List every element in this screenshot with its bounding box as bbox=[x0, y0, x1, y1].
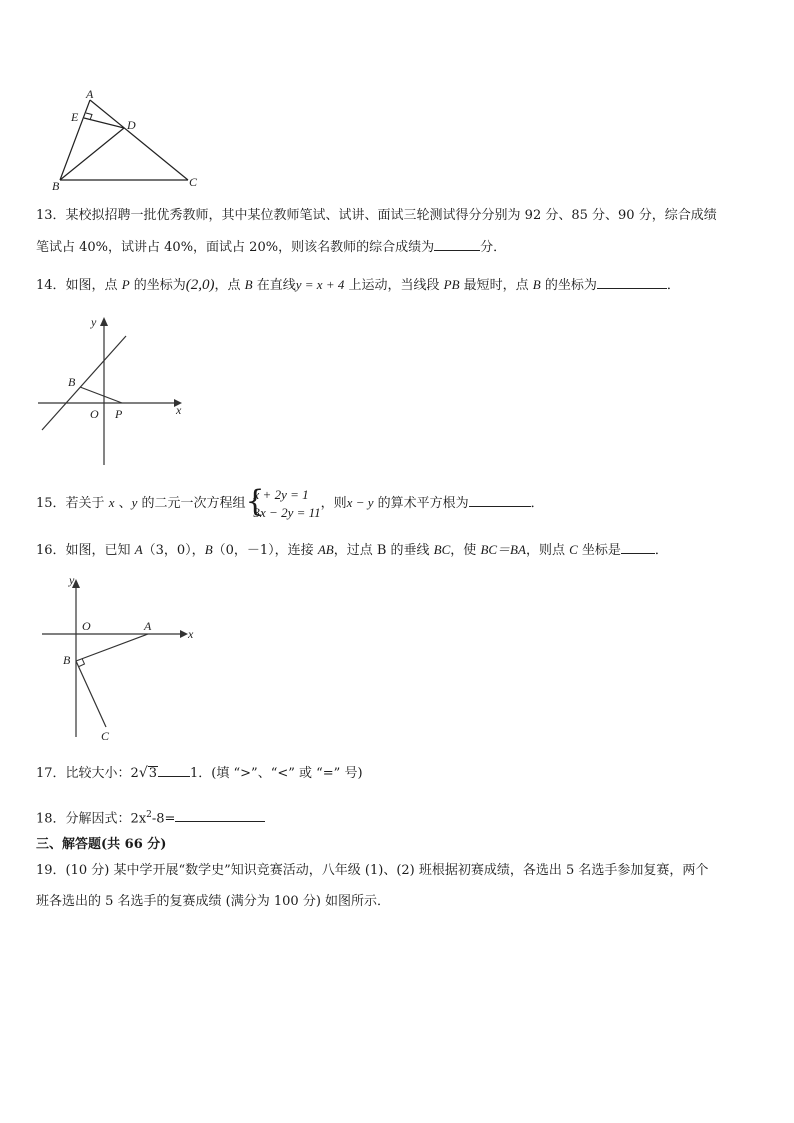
label-c: C bbox=[189, 175, 198, 189]
q16-text-e: ，使 bbox=[450, 543, 481, 558]
label-x: x bbox=[176, 403, 182, 417]
answer-blank-17[interactable] bbox=[158, 764, 190, 777]
label-a: A bbox=[144, 619, 152, 633]
x-axis-arrow bbox=[180, 630, 188, 638]
q16-point-a: A bbox=[134, 542, 143, 557]
label-d: D bbox=[127, 118, 136, 132]
q14-text-5: 上运动，当线段 bbox=[344, 278, 444, 293]
q18-exponent: 2 bbox=[146, 810, 152, 820]
brace: { bbox=[245, 483, 265, 519]
question-13-line-2 bbox=[36, 238, 506, 257]
q16-point-c: C bbox=[569, 542, 578, 557]
q14-text-7: 的坐标为 bbox=[540, 278, 597, 293]
q14-end: ． bbox=[666, 278, 680, 293]
q15-text-1: 15．若关于 bbox=[36, 496, 109, 511]
q15-end: ． bbox=[530, 496, 544, 511]
q14-text-6: 最短时，点 bbox=[459, 278, 533, 293]
q14-coord: (2,0) bbox=[185, 277, 215, 293]
question-13-unit: 分． bbox=[480, 240, 507, 255]
q16-text-b: （3，0）， bbox=[142, 543, 205, 558]
question-18 bbox=[36, 806, 265, 828]
label-y: y bbox=[91, 315, 97, 329]
question-19-line-2: 班各选出的 5 名选手的复赛成绩 (满分为 100 分) 如图所示． bbox=[36, 894, 391, 909]
q15-var-x: x bbox=[108, 495, 115, 510]
q14-text-4: 在直线 bbox=[252, 278, 296, 293]
label-b: B bbox=[68, 375, 76, 389]
side-ac bbox=[90, 100, 188, 180]
equation-system bbox=[245, 483, 321, 522]
equation-2: 3x − 2y = 11 bbox=[253, 504, 321, 520]
coordinate-figure-16 bbox=[38, 572, 208, 747]
q18-text-2: -8= bbox=[151, 811, 176, 827]
q14-point-b: B bbox=[244, 277, 253, 292]
segment-ab bbox=[76, 634, 148, 661]
question-16 bbox=[36, 541, 668, 560]
question-19-line-1: 19．(10 分) 某中学开展“数学史”知识竞赛活动，八年级 (1)、(2) 班根据初赛成绩，各选出 5 名选手参加复赛，两个 bbox=[36, 863, 709, 878]
q16-point-b: B bbox=[204, 542, 213, 557]
q16-ab: AB bbox=[317, 542, 334, 557]
q16-end: ． bbox=[654, 543, 668, 558]
y-axis-arrow bbox=[100, 317, 108, 326]
q18-text-1: 18．分解因式：2x bbox=[36, 811, 147, 827]
label-o: O bbox=[82, 619, 91, 633]
label-e: E bbox=[71, 110, 79, 124]
q14-text-2: 的坐标为 bbox=[129, 278, 186, 293]
q15-text-4: ，则 bbox=[320, 496, 347, 511]
answer-blank-13[interactable] bbox=[434, 238, 480, 251]
question-15 bbox=[36, 485, 544, 522]
segment-pb bbox=[80, 387, 122, 403]
q16-bc: BC bbox=[433, 542, 451, 557]
label-o: O bbox=[90, 407, 99, 421]
line-y-eq-x-plus-4 bbox=[42, 336, 126, 430]
answer-blank-16[interactable] bbox=[621, 541, 655, 554]
question-13-text: 笔试占 40%，试讲占 40%，面试占 20%，则该名教师的综合成绩为 bbox=[36, 240, 435, 255]
q15-text-2: 、 bbox=[114, 496, 132, 511]
answer-blank-15[interactable] bbox=[469, 494, 531, 507]
sqrt-radicand: 3 bbox=[148, 766, 158, 781]
q15-text-5: 的算术平方根为 bbox=[373, 496, 469, 511]
q17-text-2: 1．(填 “>”、“<” 或 “=” 号) bbox=[190, 766, 363, 781]
label-b: B bbox=[52, 179, 60, 193]
question-13-line-1: 13．某校拟招聘一批优秀教师，其中某位教师笔试、试讲、面试三轮测试得分分别为 92 分、85 分、90 分，综合成绩 bbox=[36, 208, 717, 223]
q16-text-f: ，则点 bbox=[525, 543, 570, 558]
q14-line-equation: y = x + 4 bbox=[295, 277, 345, 292]
q14-point-b-2: B bbox=[532, 277, 541, 292]
answer-blank-18[interactable] bbox=[175, 809, 265, 822]
answer-blank-14[interactable] bbox=[597, 276, 667, 289]
question-14 bbox=[36, 276, 680, 295]
q14-text-3: ，点 bbox=[214, 278, 245, 293]
q15-expression: x − y bbox=[346, 495, 374, 510]
sqrt-sign: √ bbox=[138, 765, 148, 781]
label-b: B bbox=[63, 653, 71, 667]
q16-condition: BC＝BA bbox=[480, 542, 526, 557]
label-x: x bbox=[188, 627, 194, 641]
q16-text-g: 坐标是 bbox=[577, 543, 621, 558]
label-c: C bbox=[101, 729, 110, 743]
q15-text-3: 的二元一次方程组 bbox=[137, 496, 246, 511]
question-17 bbox=[36, 764, 363, 783]
q17-text-1: 17．比较大小：2 bbox=[36, 766, 139, 781]
section-heading-3: 三、解答题(共 66 分) bbox=[36, 837, 167, 852]
label-a: A bbox=[86, 87, 94, 101]
label-y: y bbox=[69, 573, 75, 587]
q14-text-1: 14．如图，点 bbox=[36, 278, 122, 293]
q14-segment-pb: PB bbox=[443, 277, 460, 292]
coordinate-figure-14 bbox=[34, 310, 204, 470]
label-p: P bbox=[115, 407, 123, 421]
q15-var-y: y bbox=[131, 495, 138, 510]
segment-bc bbox=[76, 661, 106, 727]
triangle-figure bbox=[48, 86, 208, 194]
q16-text-d: ，过点 B 的垂线 bbox=[333, 543, 434, 558]
q16-text-a: 16．如图，已知 bbox=[36, 543, 135, 558]
q16-text-c: （0，－1），连接 bbox=[212, 543, 318, 558]
equation-1: x + 2y = 1 bbox=[253, 486, 309, 502]
q14-point-p: P bbox=[121, 277, 130, 292]
